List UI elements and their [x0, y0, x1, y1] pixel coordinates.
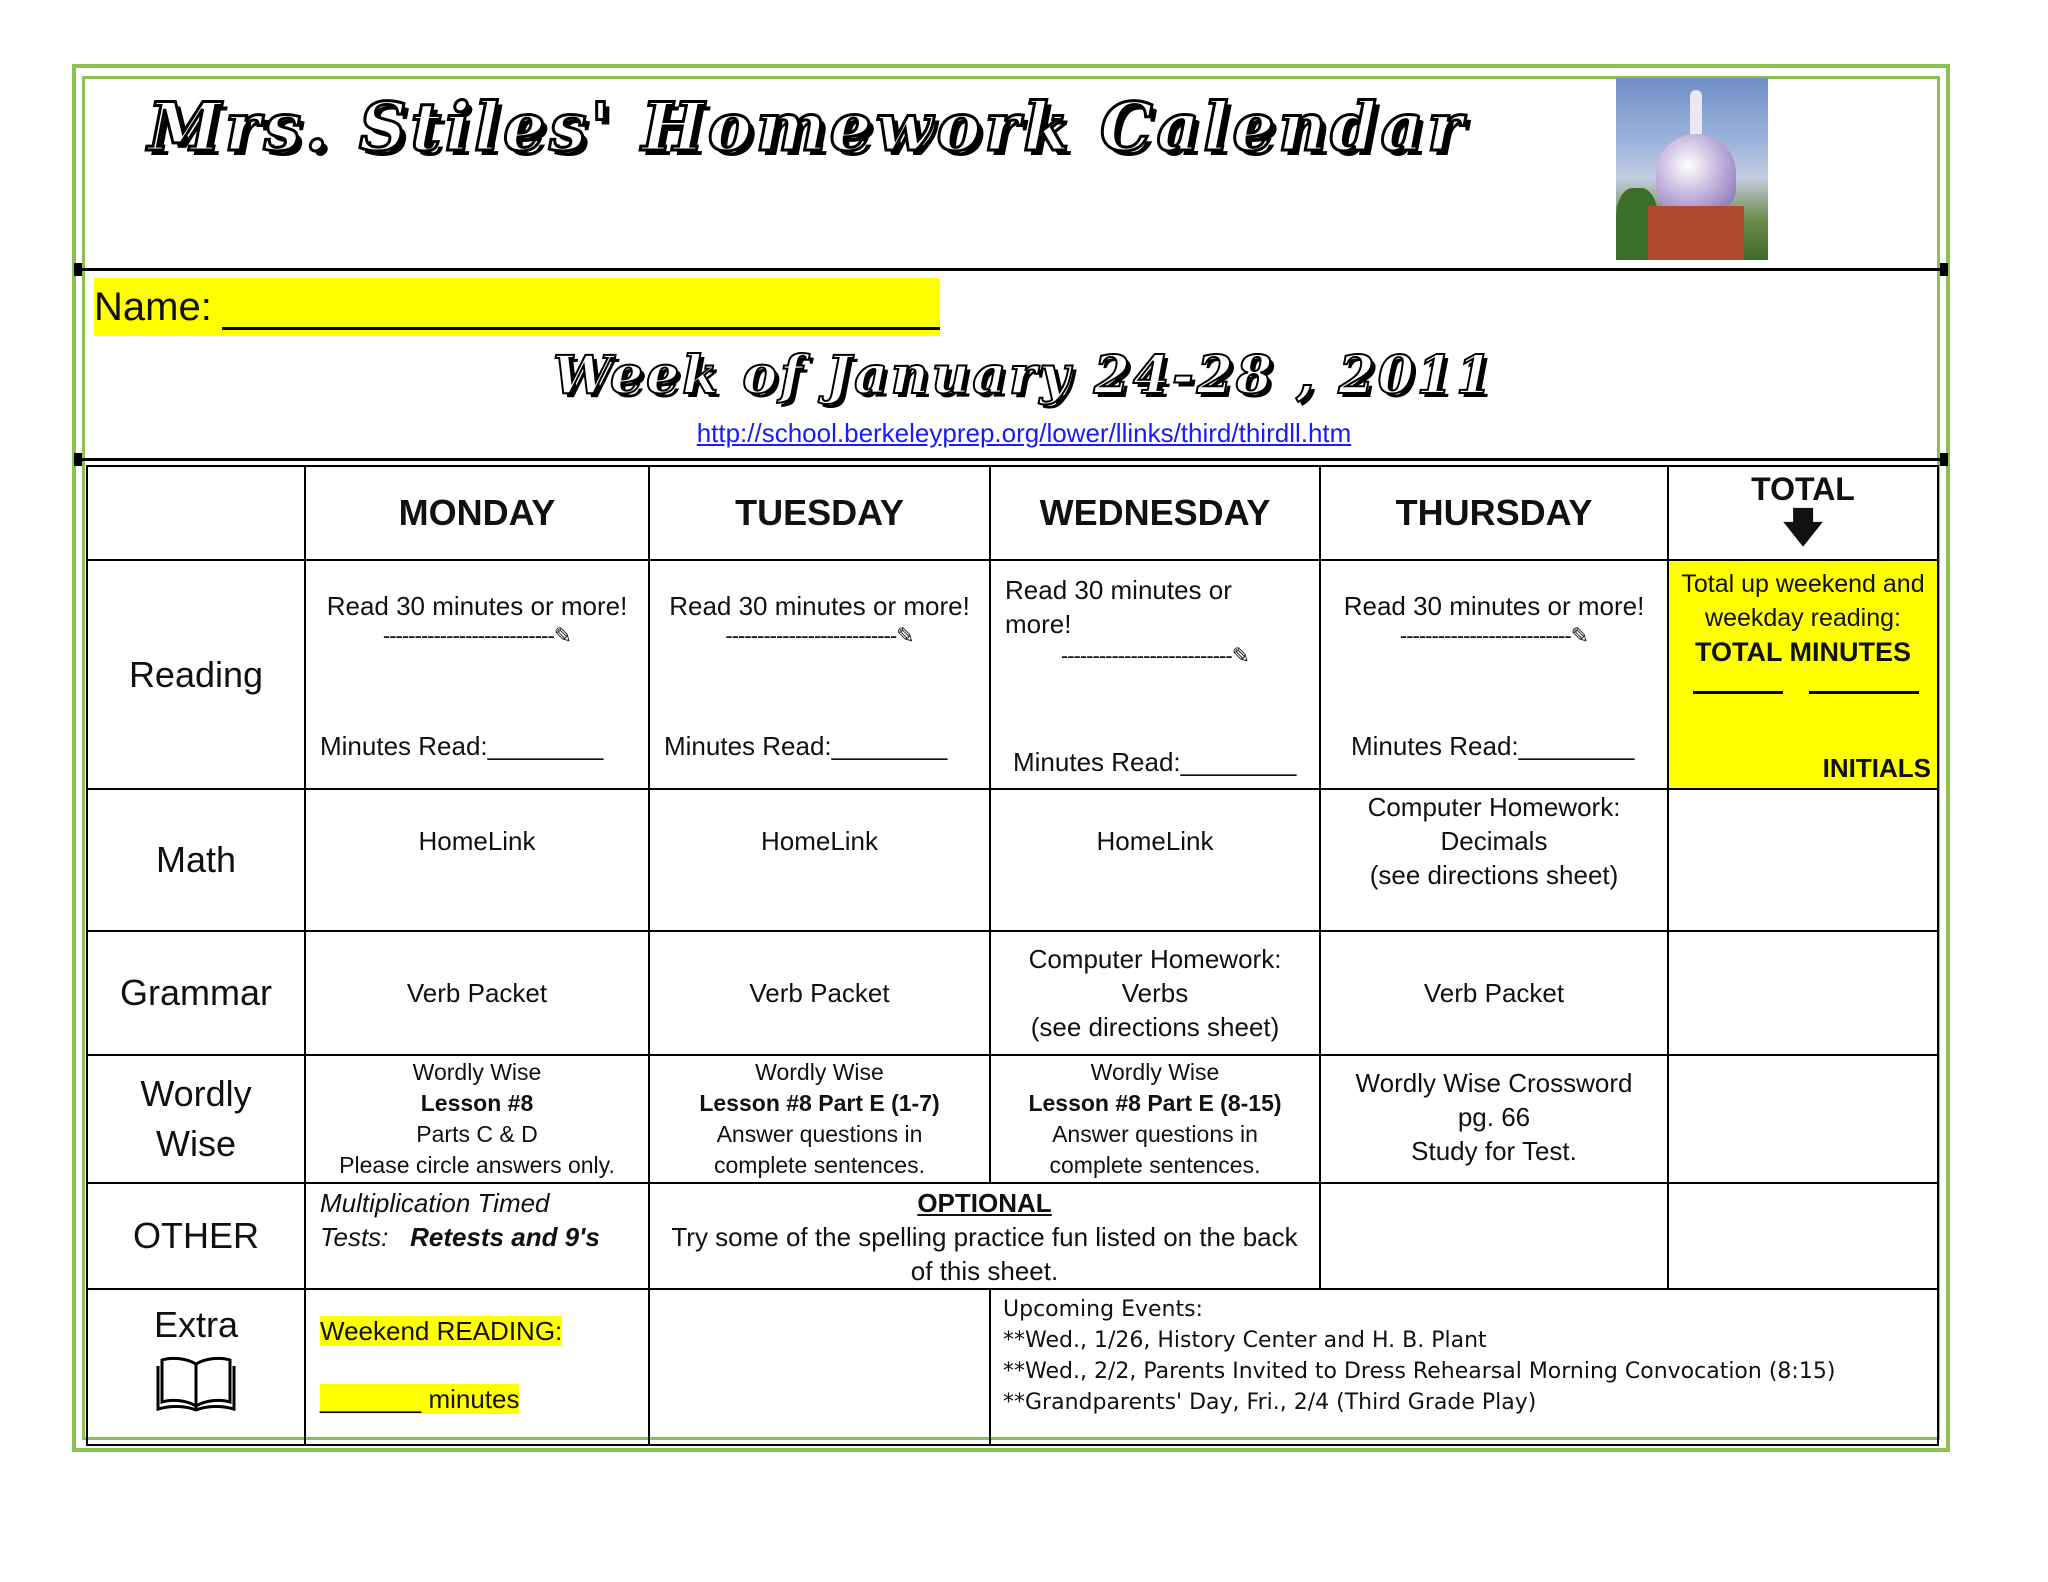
- math-thursday-line3: (see directions sheet): [1369, 860, 1619, 890]
- other-monday-tests: Tests:: [320, 1222, 389, 1252]
- wordly-line: Wordly Wise: [1090, 1059, 1220, 1085]
- wordly-lesson: Lesson #8 Part E (8-15): [1028, 1090, 1282, 1116]
- row-wordly-label2: Wise: [156, 1123, 236, 1164]
- name-label: Name:: [94, 285, 212, 329]
- other-optional: [649, 1183, 1320, 1289]
- pencil-line: ---------------------------✎: [1060, 643, 1250, 668]
- total-blanks[interactable]: [1693, 691, 1919, 694]
- event-item: **Wed., 2/2, Parents Invited to Dress Rehearsal Morning Convocation (8:15): [1003, 1359, 1836, 1384]
- header-row: [87, 466, 1938, 560]
- row-other: OTHER: [87, 1183, 305, 1289]
- wordly-line: Study for Test.: [1411, 1136, 1577, 1166]
- pencil-line: ---------------------------✎: [725, 623, 914, 648]
- reading-instruction: [991, 573, 1319, 641]
- week-url-link[interactable]: http://school.berkeleyprep.org/lower/llinks/third/thirdll.htm: [696, 418, 1352, 448]
- grammar-row: [87, 931, 1938, 1055]
- total-reading-cell[interactable]: [1668, 560, 1938, 789]
- extra-row: [87, 1289, 1938, 1445]
- reading-instruction: Read 30 minutes or more!: [669, 591, 970, 621]
- photo-spire: [1690, 90, 1702, 140]
- grammar-tuesday: Verb Packet: [649, 931, 990, 1055]
- reading-instruction: Read 30 minutes or more!: [326, 591, 628, 621]
- math-wednesday: HomeLink: [990, 789, 1320, 931]
- grammar-wednesday-line3: (see directions sheet): [1030, 1012, 1280, 1042]
- col-total: [1668, 466, 1938, 560]
- divider-tick-left: [74, 263, 82, 276]
- grammar-total: [1668, 931, 1938, 1055]
- weekend-reading-label: Weekend READING:: [320, 1316, 563, 1346]
- total-minutes-blank[interactable]: [1693, 691, 1783, 694]
- grammar-wednesday: [990, 931, 1320, 1055]
- row-wordly-label1: Wordly: [140, 1073, 252, 1114]
- reading-wednesday[interactable]: [990, 560, 1320, 789]
- wordly-row: [87, 1055, 1938, 1183]
- reading-row: [87, 560, 1938, 789]
- wordly-thursday: [1320, 1055, 1668, 1183]
- initials-label: INITIALS: [1822, 753, 1931, 783]
- wordly-lesson: Lesson #8: [420, 1090, 534, 1116]
- wordly-total: [1668, 1055, 1938, 1183]
- grammar-thursday: Verb Packet: [1320, 931, 1668, 1055]
- wordly-line: Wordly Wise: [755, 1059, 884, 1085]
- total-minutes-label: TOTAL MINUTES: [1695, 637, 1911, 667]
- col-thursday: THURSDAY: [1320, 466, 1668, 560]
- wordly-line: Answer questions in: [1052, 1121, 1258, 1147]
- event-item: **Wed., 1/26, History Center and H. B. Plant: [1003, 1328, 1487, 1353]
- math-monday: HomeLink: [305, 789, 649, 931]
- divider-bottom: [74, 458, 1948, 461]
- other-row: [87, 1183, 1938, 1289]
- math-total: [1668, 789, 1938, 931]
- wordly-tuesday: [649, 1055, 990, 1183]
- row-reading: Reading: [87, 560, 305, 789]
- math-tuesday: HomeLink: [649, 789, 990, 931]
- optional-line2: of this sheet.: [910, 1256, 1059, 1286]
- extra-tuesday: [649, 1289, 990, 1445]
- minutes-read-blank[interactable]: Minutes Read:________: [1351, 731, 1635, 761]
- events-title: Upcoming Events:: [1003, 1297, 1203, 1322]
- wordly-line: Answer questions in: [716, 1121, 923, 1147]
- wordly-lesson: Lesson #8 Part E (1-7): [699, 1090, 940, 1116]
- total-instruction-line2: weekday reading:: [1705, 604, 1901, 632]
- pencil-line: ---------------------------✎: [1399, 623, 1589, 648]
- total-instruction: [1669, 567, 1937, 635]
- calendar-title: Mrs. Stiles' Homework Calendar: [148, 88, 1467, 166]
- col-wednesday: WEDNESDAY: [990, 466, 1320, 560]
- col-monday: MONDAY: [305, 466, 649, 560]
- reading-thursday[interactable]: [1320, 560, 1668, 789]
- building-dome-photo: [1616, 78, 1768, 260]
- wordly-line: Wordly Wise: [412, 1059, 542, 1085]
- wordly-line: complete sentences.: [714, 1152, 925, 1178]
- math-thursday: [1320, 789, 1668, 931]
- pencil-line: ---------------------------✎: [382, 623, 572, 648]
- reading-tuesday[interactable]: [649, 560, 990, 789]
- photo-dome: [1656, 134, 1736, 212]
- event-item: **Grandparents' Day, Fri., 2/4 (Third Grade Play): [1003, 1390, 1537, 1415]
- divider-tick-right-2: [1940, 453, 1948, 466]
- wordly-wednesday: [990, 1055, 1320, 1183]
- reading-instruction-line1: Read 30 minutes or: [1005, 575, 1232, 605]
- corner-cell: [87, 466, 305, 560]
- wordly-line: Parts C & D: [416, 1121, 538, 1147]
- weekend-minutes-blank[interactable]: _______ minutes: [320, 1384, 520, 1414]
- wordly-line: Please circle answers only.: [339, 1152, 615, 1178]
- name-blank-line: [222, 327, 940, 330]
- optional-line1: Try some of the spelling practice fun listed on the back: [671, 1222, 1298, 1252]
- row-grammar: Grammar: [87, 931, 305, 1055]
- total-instruction-line1: Total up weekend and: [1681, 570, 1925, 598]
- col-tuesday: TUESDAY: [649, 466, 990, 560]
- photo-base: [1648, 206, 1744, 260]
- wordly-line: complete sentences.: [1049, 1152, 1261, 1178]
- homework-table: [86, 465, 1939, 1446]
- math-row: [87, 789, 1938, 931]
- math-thursday-line1: Computer Homework:: [1367, 792, 1621, 822]
- wordly-monday: [305, 1055, 649, 1183]
- other-monday: [305, 1183, 649, 1289]
- divider-tick-left-2: [74, 453, 82, 466]
- initials-blank[interactable]: [1809, 691, 1919, 694]
- open-book-icon: [156, 1354, 236, 1412]
- row-extra: [87, 1289, 305, 1445]
- math-thursday-line2: Decimals: [1440, 826, 1548, 856]
- minutes-read-blank[interactable]: Minutes Read:________: [320, 731, 604, 761]
- reading-monday[interactable]: [305, 560, 649, 789]
- reading-instruction: Read 30 minutes or more!: [1343, 591, 1645, 621]
- week-title: Week of January 24-28 , 2011: [552, 345, 1496, 406]
- grammar-monday: Verb Packet: [305, 931, 649, 1055]
- grammar-wednesday-line1: Computer Homework:: [1028, 944, 1282, 974]
- wordly-line: Wordly Wise Crossword: [1355, 1068, 1633, 1098]
- row-wordly-wise: [87, 1055, 305, 1183]
- other-thursday: [1320, 1183, 1668, 1289]
- minutes-read-blank[interactable]: Minutes Read:________: [1013, 747, 1297, 777]
- wordly-line: pg. 66: [1457, 1102, 1531, 1132]
- grammar-wednesday-line2: Verbs: [1121, 978, 1189, 1008]
- reading-instruction-line2: more!: [1005, 609, 1072, 639]
- divider-top: [74, 268, 1948, 271]
- other-monday-retests: Retests and 9's: [410, 1222, 600, 1252]
- divider-tick-right: [1940, 263, 1948, 276]
- other-total: [1668, 1183, 1938, 1289]
- optional-title: OPTIONAL: [917, 1188, 1052, 1218]
- extra-monday[interactable]: [305, 1289, 649, 1445]
- total-label: TOTAL: [1751, 471, 1855, 507]
- minutes-read-blank[interactable]: Minutes Read:________: [664, 731, 948, 761]
- row-math: Math: [87, 789, 305, 931]
- upcoming-events: [990, 1289, 1938, 1445]
- other-monday-line1: Multiplication Timed: [320, 1188, 550, 1218]
- name-field[interactable]: [94, 278, 940, 336]
- row-extra-label: Extra: [153, 1304, 239, 1345]
- arrow-down-icon: 🡇: [1782, 506, 1824, 550]
